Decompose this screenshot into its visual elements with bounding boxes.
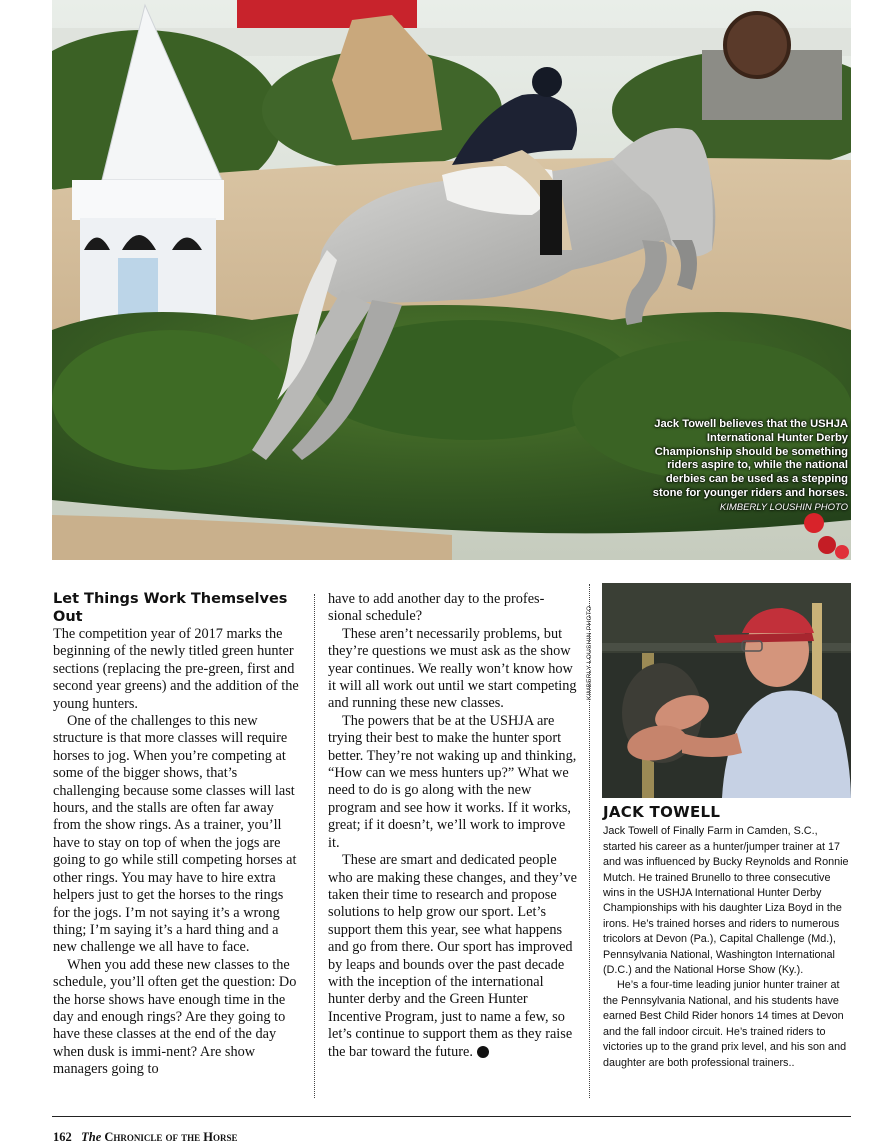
sidebar-paragraph: Jack Towell of Finally Farm in Camden, S.C., started his career as a hunter/jumper trainer at 17 and was influenced by Bucky Reynolds and Ronnie Mutch. He trained Brunello to three consecutive wins in the USHJA International Hunter Derby Championships with his daughter Liza Boyd in the irons. He’s trained horses and riders to numerous tricolors at Devon (Pa.), Capital Challenge (Md.), Pennsylvania National, Washington International (D.C.) and the National Horse Show (Ky.).: [603, 825, 849, 977]
sidebar-photo-credit: KIMBERLY LOUSHIN PHOTO: [586, 605, 593, 700]
page-footer: [53, 1130, 238, 1145]
page-number: 162: [53, 1130, 72, 1144]
article-paragraph: The powers that be at the USHJA are trying their best to make the hunter sport better. They’re not waking up and thinking, “How can we mess hunters up?” What we need to do is go along with the new program and see how it works. If it works, great; if it doesn’t, we’ll work to improve it.: [328, 712, 577, 851]
caption-credit: KIMBERLY LOUSHIN PHOTO: [719, 501, 848, 513]
sidebar-paragraph: He’s a four-time leading junior hunter trainer at the Pennsylvania National, and his students have earned Best Child Rider honors 14 times at Devon and the fall indoor circuit. He’s trained riders to victories up to the grand prix level, and his son and daughter are both professional trainers..: [603, 979, 847, 1069]
end-of-story-mark: C: [477, 1046, 489, 1058]
sidebar-photo: [602, 583, 851, 798]
footer-rule: [52, 1116, 851, 1117]
sidebar-name: JACK TOWELL: [603, 803, 721, 821]
magazine-title-the: The: [81, 1130, 102, 1144]
article-heading: Let Things Work Themselves Out: [53, 591, 288, 625]
sidebar-bio: [603, 805, 851, 1071]
article-paragraph: One of the challenges to this new structure is that more classes will require horses to jog. When you’re competing at some of the bigger shows, that’s challenging because some classes will last hours, and the stalls are often far away from the show rings. As a trainer, you’ll have to stay on top of when the jogs are going to go while still competing horses at other rings. You may have to hire extra helpers just to get the horses to the rings for the jogs. I’m not saying it’s a wrong thing; I’m saying it’s a hard thing and a new challenge we all have to face.: [53, 713, 297, 956]
article-paragraph: These are smart and dedicated people who are making these changes, and they’ve taken their time to research and propose solutions to help grow our sport. Let’s support them this year, see what happens and go from there. Our sport has improved by leaps and bounds over the past decade with the inception of the international hunter derby and the Green Hunter Incentive Program, just to name a few, so let’s continue to support them as they raise the bar toward the future.: [328, 852, 577, 1060]
article-paragraph: When you add these new classes to the schedule, you’ll often get the question: Do the horse shows have enough time in the day and enough rings? Are they going to have these classes at the end of the day when dusk is immi-nent? Are show managers going to: [53, 956, 297, 1078]
magazine-title: Chronicle of the Horse: [104, 1130, 238, 1144]
article-paragraph: These aren’t necessarily problems, but they’re questions we must ask as the show year continues. We really won’t know how it will all work out until we start competing and running these new classes.: [328, 625, 577, 712]
article-paragraph: The competition year of 2017 marks the beginning of the newly titled green hunter sections (replacing the pre-green, first and second year greens) and the addition of the young hunters.: [53, 626, 299, 712]
article-column-2: [328, 591, 578, 1061]
photo-caption: [638, 418, 848, 515]
column-divider: [314, 594, 315, 1098]
caption-text: Jack Towell believes that the USHJA International Hunter Derby Championship should be something riders aspire to, while the national derbies can be used as a stepping stone for younger riders and horses.: [652, 418, 848, 499]
article-paragraph: have to add another day to the profes-sional schedule?: [328, 591, 545, 625]
article-column-1: [53, 591, 301, 1079]
